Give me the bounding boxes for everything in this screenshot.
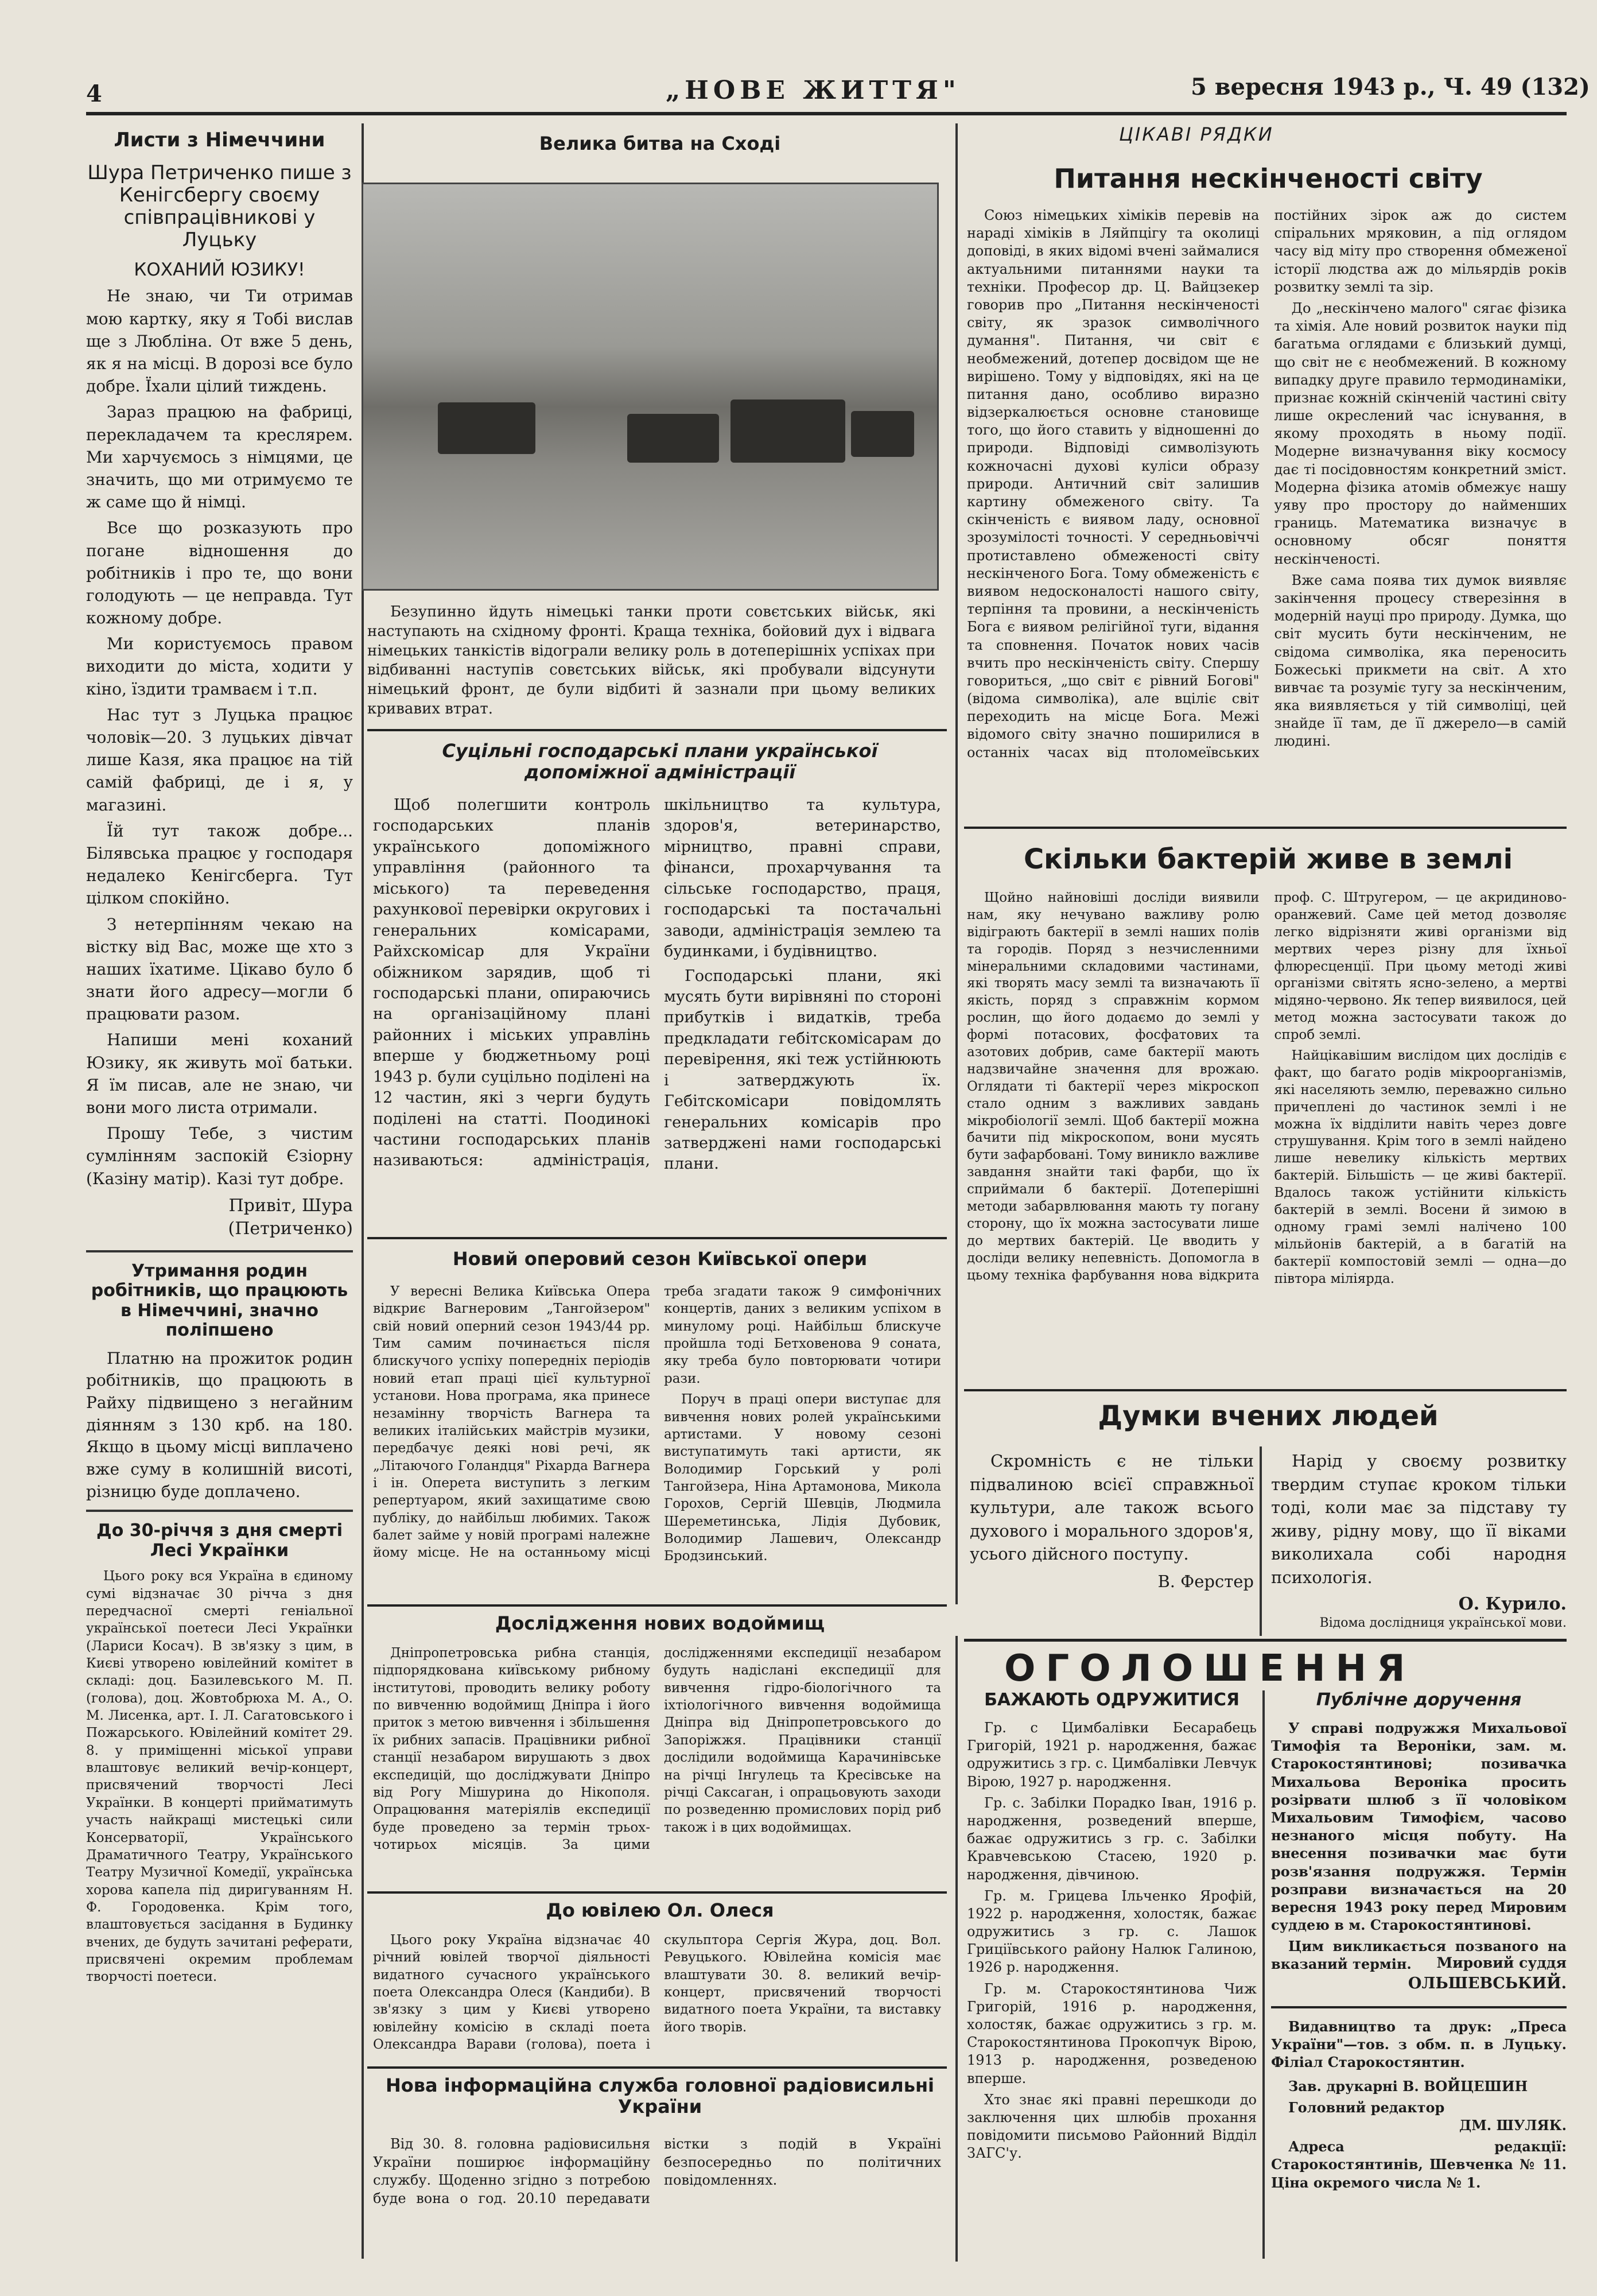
column-divider-3	[955, 1636, 958, 2262]
letter-paragraph: Зараз працюю на фабриці, перекладачем та креслярем. Ми харчуємось з німцями, це значить, що ми отримуємо те ж саме що й німці.	[86, 402, 353, 512]
article-body	[967, 207, 1567, 762]
issue-date: 5 вересня 1943 р., Ч. 49 (132)	[1191, 73, 1590, 100]
ads-public-heading: Публічне доручення	[1316, 1690, 1522, 1710]
article-title: До ювілею Ол. Олеся	[546, 1899, 774, 1921]
quote-author: О. Курило.	[1458, 1593, 1567, 1614]
ad-item: Гр. с. Забілки Порадко Іван, 1916 р. народження, розведений вперше, бажає одружитись з гр. с. Забілки Кравчевською Стасею, 1920 р. народження, дівчиною.	[967, 1794, 1257, 1883]
article-paragraph: Вже сама поява тих думок виявляє закінчення процесу стверезіння в модерній науці про природу. Думка, що світ мусить бути нескінченим, не свідома символіка, яка переносить Божеські прикмети на світ. А хто вивчає та розуміє тугу за нескінченим, яка виявляється у тій символіці, цей знайде її там, де її джерело—в самій людині.	[1274, 572, 1567, 750]
photo-caption: Безупинно йдуть німецькі танки проти совєтських військ, які наступають на східному фронті. Краща техніка, бойовий дух і відвага німецьких танкістів відограли велику роль в дотеперішніх успіхах при відбиванні наступів совєтських військ, які пробували відсунути німецький фронт, де були відбиті й зазнали при цьому великих кривавих втрат.	[367, 603, 935, 718]
letter-greeting: КОХАНИЙ ЮЗИКУ!	[134, 259, 305, 281]
divider	[367, 2066, 947, 2069]
article-paragraph: Найцікавішим вислідом цих дослідів є факт, що багато родів мікроорганізмів, які населяють землю, переважно сильно причеплені до частинок землі і не можна їх відділити навіть через довге струшування. Крім того в землі найдено лише невелику кількість мертвих бактерій. Більшість — це живі бактерії. Вдалось також устійнити кількість бактерій в землі. Восени й зимою в одному грамі землі налічено 100 мільйонів бактерій, а в багатій на бактерії компостовій землі — одна—до півтора міліярда.	[1274, 1048, 1567, 1286]
judge-name: ОЛЬШЕВСЬКИЙ.	[1408, 1975, 1567, 1992]
article-paragraph: Щоб полегшити контроль господарських планів українського допоміжного управління (районного та міського) та переведення рахункової перевірки округових і генеральних комісарами, Райхскомісар для України обіжником зарядив, щоб ті господарські плани, опираючись на організаційному плані районних і міських управлінь вперше у бюджетньому році 1943 р. були суцільно поділені на 12 частин, які з черги будуть поділені на статті. Поодинокі частини господарських планів називаються: адміністрація, шкільництво та культура, здоров'я, ветеринарство, мірництво, правні справи, фінанси, прохарчування та сільське господарство, праця, господарські та постачальні заводи, адміністрація землею та будинками, і будівництво.	[373, 796, 941, 1170]
letter-body	[86, 285, 353, 1189]
article-title: Дослідження нових водоймищ	[495, 1612, 825, 1634]
quote-block	[970, 1449, 1254, 1593]
tank-shape	[627, 414, 719, 463]
ad-item: Гр. м. Старокостянтинова Чиж Григорій, 1916 р. народження, холостяк, бажає одружитись з гр. м. Старокостянтинова Прокопчук Вірою, 1913 р. народження, розведеною вперше.	[967, 1980, 1257, 2086]
article-paragraph: Щойно найновіші досліди виявили нам, яку нечувано важливу ролю відіграють бактерії в землі наших полів та городів. Поряд з незчисленними мінеральними складовими частинами, які творять масу землі та визначають її якість, поряд з справжнім кормом рослин, що його додаємо до землі у формі потасових, фосфатових та азотових добрив, саме бактерії мають надзвичайне значення для врожаю. Оглядати ті бактерії через мікроскоп стало одним з важливих завдань мікробіології землі. Щоб бактерії можна бачити під мікроскопом, вони мусять бути зафарбовані. Тому виникло важливе завдання знайти такі фарби, що їх сприймали б бактерії. Дотеперішні методи забарвлювання мають ту погану сторону, що їх можна застосувати лише до мертвих бактерій. Це вводить у досліди велику непевність. Допомогла в цьому техніка фарбування нова відкрита проф. С. Штругером, — це акридиново-оранжевий. Саме цей метод дозволяє легко відрізняти живі організми від мертвих через різну для їхньої флюресценції. При цьому методі живі організми світять ясно-зелено, а мертві мідяно-червоно. Як тепер виявилося, цей метод можна застосувати також до спроб землі.	[967, 890, 1567, 1283]
divider	[86, 1250, 353, 1252]
quote-author: В. Ферстер	[1157, 1571, 1254, 1591]
ad-item: У справі подружжя Михальової Тимофія та Вероніки, зам. м. Старокостянтинові; позивачка Михальова Вероніка просить розірвати шлюб з її чоловіком Михальовим Тимофієм, часово незнаного місця побуту. На внесення позивачки має бути розв'язання подружжя. Термін розправи визначається на 20 вересня 1943 року перед Мировим суддею в м. Старокостянтинові.	[1271, 1720, 1567, 1934]
photo-title: Велика битва на Сході	[539, 133, 781, 154]
article-paragraph: Від 30. 8. головна радіовисильня України поширює інформаційну службу. Щоденно згідно з потребою буде вона о год. 20.10 передавати вістки з подій в Україні безпосередньо по політичних повідомленнях.	[373, 2136, 941, 2207]
ads-marriage-heading: БАЖАЮТЬ ОДРУЖИТИСЯ	[984, 1690, 1239, 1710]
judge-title: Мировий суддя	[1436, 1954, 1567, 1971]
divider	[964, 1389, 1567, 1391]
column-divider-2	[955, 123, 958, 1604]
article-title: Суцільні господарські плани української допоміжної адміністрації	[442, 740, 878, 783]
article-title: До 30-річчя з дня смерті Лесі Українки	[96, 1521, 343, 1561]
tank-shape	[730, 400, 845, 463]
ads-public-notice	[1271, 1719, 1567, 1977]
article-body	[373, 1932, 941, 2054]
page-number: 4	[86, 80, 102, 107]
tank-shape	[851, 411, 914, 457]
masthead-rule	[86, 112, 1567, 115]
letter-paragraph: Прошу Тебе, з чистим сумлінням заспокій Єзіорну (Казіну матір). Казі тут добре.	[86, 1124, 353, 1188]
article-body	[373, 1645, 941, 1853]
ad-item: Хто знає які правні перешкоди до заключення цих шлюбів прохання повідомити письмово Районний Відділ ЗАГС'у.	[967, 2091, 1257, 2162]
article-paragraph: Цього року Україна відзначає 40 річний ювілей творчої діяльності видатного сучасного українського поета Олександра Олеся (Кандиби). В зв'язку з цим у Києві утворено ювілейну комісію в складі поета Олександра Варави (голова), поета і скульптора Сергія Жура, доц. Вол. Ревуцького. Ювілейна комісія має влаштувати 30. 8. великий вечір-концерт, присвячений творчості видатного поета України, та виставку його творів.	[373, 1933, 941, 2053]
imprint-editor-label: Головний редактор	[1288, 2099, 1445, 2116]
quote-divider	[1260, 1446, 1262, 1636]
article-title: Новий оперовий сезон Київської опери	[452, 1248, 868, 1270]
divider	[367, 1891, 947, 1894]
quote-author-note: Відома дослідниця української мови.	[1319, 1616, 1567, 1631]
article-body	[373, 2135, 941, 2208]
ad-item: Гр. м. Грицева Ільченко Ярофій, 1922 р. народження, холостяк, бажає одружитись з гр. с. Лашок Гриціївського району Налюк Галиною, 1926 р. народження.	[967, 1887, 1257, 1976]
letter-paragraph: Їй тут також добре... Білявська працює у господаря недалеко Кенігсберга. Тут цілком спокійно.	[86, 821, 353, 908]
section-heading: Листи з Німеччини	[114, 129, 325, 152]
article-body	[86, 1348, 353, 1503]
ads-rule	[964, 1639, 1567, 1642]
imprint-publisher: Видавництво та друк: „Преса України"—тов. з обм. п. в Луцьку. Філіал Старокостянтин.	[1271, 2018, 1567, 2071]
divider	[367, 1604, 947, 1607]
letter-signature: Привіт, Шура (Петриченко)	[228, 1195, 353, 1239]
quote-text: Скромність є не тільки підвалиною всієї справжньої культури, але також всього духового і морального здоров'я, усього дійсного поступу.	[970, 1451, 1254, 1564]
tank-photo	[362, 183, 939, 591]
imprint	[1271, 2018, 1567, 2195]
letter-title: Шура Петриченко пише з Кенігсбергу своєму співпрацівникові у Луцьку	[87, 161, 352, 252]
imprint-rule	[1271, 2006, 1567, 2008]
divider	[367, 729, 947, 731]
article-title: Утримання родин робітників, що працюють в Німеччині, значно поліпшено	[91, 1261, 348, 1341]
imprint-editor: ДМ. ШУЛЯК.	[1459, 2116, 1567, 2134]
article-title: Скільки бактерій живе в землі	[1023, 843, 1513, 875]
letter-paragraph: Нас тут з Луцька працює чоловік—20. З луцьких дівчат лише Казя, яка працює на тій самій фабриці, де і я, у магазині.	[86, 705, 353, 815]
letter-paragraph: Не знаю, чи Ти отримав мою картку, яку я Тобі вислав ще з Любліна. От вже 5 день, як я на місці. В дорозі все було добре. Їхали цілий тиждень.	[86, 286, 353, 396]
article-body	[967, 890, 1567, 1287]
article-paragraph: У вересні Велика Київська Опера відкриє Вагнеровим „Тангойзером" свій новий оперний сезон 1943/44 рр. Тим самим починається після блискучого успіху попередніх періодів новий етап праці цієї культурної установи. Нова програма, яка принесе незамінну творчість Вагнера та великих італійських майстрів музики, передбачує деякі нові речі, як „Літаючого Голандця" Ріхарда Вагнера і ін. Оперета виступить з легким репертуаром, який захищатиме свою публіку, до найбільш любимих. Також балет займе у новій програмі належне йому місце. Не на останньому місці треба згадати також 9 симфонічних концертів, даних з великим успіхом в минулому році. Найбільш блискуче пройшла тоді Бетховенова 9 соната, яку треба було повторювати чотири рази.	[373, 1284, 941, 1561]
ads-divider	[1262, 1690, 1265, 2259]
quote-text: Нарід у своєму розвитку твердим ступає кроком тільки тоді, коли має за підставу ту живу, рідну мову, що її віками виколихала собі народня психологія.	[1271, 1451, 1567, 1587]
letter-paragraph: Все що розказують про погане відношення до робітників і про те, що вони голодують — це неправда. Тут кожному добре.	[86, 518, 353, 628]
letter-paragraph: Ми користуємось правом виходити до міста, ходити у кіно, їздити трамваєм і т.п.	[86, 634, 353, 699]
divider	[964, 827, 1567, 829]
letter-paragraph: З нетерпінням чекаю на вістку від Вас, може ще хто з наших їхатиме. Цікаво було б знати його адресу—могли б працювати разом.	[86, 914, 353, 1024]
ad-item: Гр. с Цимбалівки Бесарабець Григорій, 1921 р. народження, бажає одружитись з гр. с. Цимбалівки Левчук Вірою, 1927 р. народження.	[967, 1720, 1257, 1790]
article-body	[86, 1568, 353, 1986]
article-title: Думки вчених людей	[1098, 1400, 1439, 1432]
ads-title: ОГОЛОШЕННЯ	[1004, 1647, 1416, 1690]
article-paragraph: Союз німецьких хіміків перевів на нараді хіміків в Ляйпцігу та околиці доповіді, в яких відомі вчені займалися актуальними питаннями науки та техніки. Професор др. Ц. Вайцзекер говорив про „Питання нескінченості світу, як зразок символічного думання". Питання, чи світ є необмежений, дотепер досвідом ще не вирішено. Тому у відповідях, які на це питання дано, особливо виразно відзеркалюється основне становище того, що його ставить у відношенні до природи. Відповіді символізують кожночасні духові куліси образу природи. Античний світ залишив картину обмеженого світу. Та скінченість є виявом ладу, основної зрозумілості точності. У середньовіччі протиставлено обмеженості світу нескінченого Бога. Тому обмеженість є виявом недосконалості нашого світу, терпіння та провини, а нескінченість Бога є виявом релігійної туги, відання та сповнення. Початок нових часів вчить про нескінченість світу. Спершу говориться, „що світ є рівний Богові" (відома символіка), але вціліє світ переходить на місце Бога. Межі відомого світу значно поширилися в останніх часах від птоломеївських постійних зірок аж до систем спіральних мряковин, а під оглядом часу від міту про створення обмеженої історії людства аж до мільярдів років розвитку землі та зір.	[967, 207, 1567, 761]
article-body	[373, 795, 941, 1175]
article-paragraph: Платню на прожиток родин робітників, що працюють в Райху підвищено з негайним діянням з 130 крб. на 180. Якщо в цьому місці виплачено вже суму в колишній висоті, різницю буде доплачено.	[86, 1348, 353, 1501]
article-paragraph: Дніпропетровська рибна станція, підпорядкована київському рибному інститутові, проводить велику роботу по вивченню водоймищ Дніпра і його приток з метою вивчення і збільшення їх рибних запасів. Працівники рибної станції незабаром вирушають з двох експедицій, що досліджувати Дніпро від Рогу Мішурина до Нікополя. Опрацювання матеріялів експедиції буде проведено за термін трьох-чотирьох місяців. За цими дослідженнями експедиції незабаром будуть надіслані експедиції для вивчення гідро-біологічного та іхтіологічного вивчення водоймища Дніпра від Дніпропетровського до Запоріжжя. Працівники станції дослідили водоймища Карачинівське на річці Інгулець та Кресівське на річці Саксаган, і опрацьовують заходи по розведенню промислових порід риб також і в цих водоймищах.	[373, 1646, 941, 1852]
imprint-manager: Зав. друкарні В. ВОЙЦЕШИН	[1288, 2077, 1528, 2095]
article-paragraph: Цього року вся Україна в єдиному сумі відзначає 30 річча з дня передчасної смерті геніальної української поетеси Лесі Українки (Лариси Косач). В зв'язку з цим, в Києві утворено ювілейний комітет в складі: доц. Базилевського М. П. (голова), доц. Жовтобрюха М. А., О. М. Лисенка, арт. І. Л. Сагатовського і Пожарського. Ювілейний комітет 29. 8. у приміщенні міської управи влаштовує великий вечір-концерт, присвячений творчості Лесі Українки. В концерті прийматимуть участь найкращі мистецькі сили Консерваторії, Українського Драматичного Театру, Українського Театру Музичної Комедії, українська хорова капела під диригуванням Н. Ф. Городовенка. Крім того, влаштовується засідання в Будинку вчених, де будуть зачитані реферати, присвячені окремим проблемам творчості поетеси.	[86, 1569, 353, 1985]
divider	[367, 1237, 947, 1239]
article-title: Нова інформаційна служба головної радіовисильні України	[385, 2074, 935, 2117]
ads-marriage-list	[967, 1719, 1257, 2166]
ad-item: Цим викликається позваного на вказаний термін.	[1271, 1938, 1567, 1973]
quote-block	[1271, 1449, 1567, 1630]
rubric-label: ЦІКАВІ РЯДКИ	[1119, 123, 1274, 145]
divider	[86, 1510, 353, 1512]
newspaper-title: „НОВЕ ЖИТТЯ"	[666, 76, 961, 105]
article-paragraph: До „нескінчено малого" сягає фізика та хімія. Але новий розвиток науки під багатьма оглядами є близький думці, що світ не є необмежений. В кожному випадку друге правило термодинаміки, признає кожній скінченій частині світу лише окреслений час існування, в якому проходять в ньому події. Модерне визначування віку космосу дає ті посідовностям конкретний зміст. Модерна фізика атомів обмежує нашу уяву про простору до найменших границь. Математика визначує в основному обсяг поняття нескінченості.	[1274, 300, 1567, 567]
article-paragraph: Поруч в праці опери виступає для вивчення нових ролей українськими артистами. У новому сезоні виступатимуть такі артисти, як Володимир Горський у ролі Тангойзера, Ніна Артамонова, Микола Горохов, Сергій Шевців, Людмила Шереметинська, Лідія Дубовик, Володимир Лашевич, Олександр Бродзинський.	[664, 1392, 941, 1564]
article-body	[373, 1283, 941, 1565]
column-letters	[86, 129, 353, 1989]
letter-paragraph: Напиши мені коханий Юзику, як живуть мої батьки. Я їм писав, але не знаю, чи вони мого листа отримали.	[86, 1030, 353, 1118]
article-title: Питання нескінченості світу	[1054, 163, 1483, 194]
article-paragraph: Господарські плани, які мусять бути вирівняні по стороні прибутків і видатків, треба предкладати гебітскомісарам до перевірення, які теж устійнюють і затверджують їх. Гебітскомісари повідомлять генеральних комісарів про затверджені нами господарські плани.	[664, 967, 941, 1173]
tank-shape	[438, 402, 535, 454]
imprint-address: Адреса редакції: Старокостянтинів, Шевченка № 11. Ціна окремого числа № 1.	[1271, 2138, 1567, 2191]
